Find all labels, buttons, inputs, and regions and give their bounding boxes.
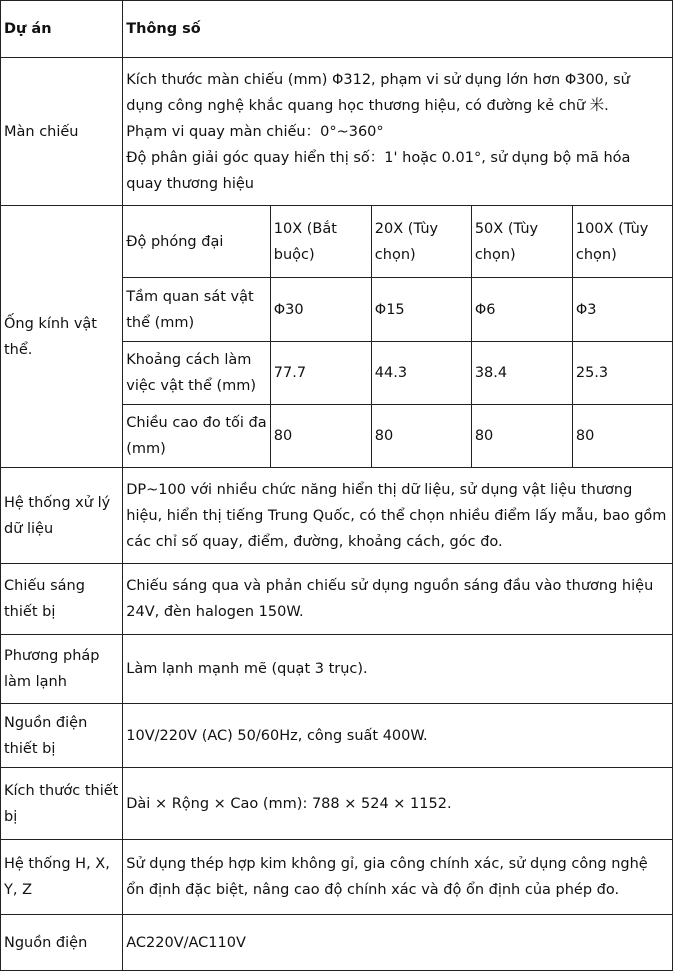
lens-param-name: Chiều cao đo tối đa (mm) (123, 405, 271, 468)
header-spec: Thông số (123, 1, 673, 58)
screen-line-rotation: Phạm vi quay màn chiếu：0°~360° (126, 123, 384, 140)
row-data-processing (1, 468, 673, 564)
lens-value: 44.3 (371, 342, 471, 405)
row-value: Sử dụng thép hợp kim không gỉ, gia công chính xác, sử dụng công nghệ ổn định đặc biệt, nâng cao độ chính xác và độ ổn định của phép đo. (123, 840, 673, 915)
row-label: Nguồn điện thiết bị (1, 704, 123, 768)
lens-value: 38.4 (471, 342, 572, 405)
lens-value: 50X (Tùy chọn) (471, 206, 572, 278)
lens-value: 80 (371, 405, 471, 468)
row-value: AC220V/AC110V (123, 915, 673, 971)
lens-value: 80 (471, 405, 572, 468)
row-label: Phương pháp làm lạnh (1, 635, 123, 704)
row-value: Dài × Rộng × Cao (mm): 788 × 524 × 1152. (123, 768, 673, 840)
row-value: Chiếu sáng qua và phản chiếu sử dụng nguồn sáng đầu vào thương hiệu 24V, đèn halogen 150W. (123, 564, 673, 635)
row-label: Hệ thống H, X, Y, Z (1, 840, 123, 915)
row-hxyz-system (1, 840, 673, 915)
lens-row-magnification (1, 206, 673, 278)
lens-value: 80 (572, 405, 672, 468)
row-lighting (1, 564, 673, 635)
lens-value: 25.3 (572, 342, 672, 405)
lens-param-name: Khoảng cách làm việc vật thể (mm) (123, 342, 271, 405)
row-dimensions (1, 768, 673, 840)
row-screen (1, 58, 673, 206)
lens-value: Φ30 (270, 278, 371, 342)
lens-param-name: Tầm quan sát vật thể (mm) (123, 278, 271, 342)
row-cooling (1, 635, 673, 704)
row-label: Kích thước thiết bị (1, 768, 123, 840)
lens-value: Φ15 (371, 278, 471, 342)
row-label: Chiếu sáng thiết bị (1, 564, 123, 635)
lens-value: Φ3 (572, 278, 672, 342)
row-power-source (1, 915, 673, 971)
row-value: Làm lạnh mạnh mẽ (quạt 3 trục). (123, 635, 673, 704)
screen-value (123, 58, 673, 206)
screen-label: Màn chiếu (1, 58, 123, 206)
screen-line-resolution: Độ phân giải góc quay hiển thị số：1' hoặc 0.01°, sử dụng bộ mã hóa quay thương hiệu (126, 149, 631, 192)
lens-value: 100X (Tùy chọn) (572, 206, 672, 278)
row-value: 10V/220V (AC) 50/60Hz, công suất 400W. (123, 704, 673, 768)
lens-label: Ống kính vật thể. (1, 206, 123, 468)
row-value: DP~100 với nhiều chức năng hiển thị dữ liệu, sử dụng vật liệu thương hiệu, hiển thị tiếng Trung Quốc, có thể chọn nhiều điểm lấy mẫu, bao gồm các chỉ số quay, điểm, đường, khoảng cách, góc đo. (123, 468, 673, 564)
row-label: Hệ thống xử lý dữ liệu (1, 468, 123, 564)
screen-line-size: Kích thước màn chiếu (mm) Φ312, phạm vi sử dụng lớn hơn Φ300, sử dụng công nghệ khắc quang học thương hiệu, có đường kẻ chữ 米. (126, 71, 630, 114)
header-project: Dự án (1, 1, 123, 58)
lens-value: 20X (Tùy chọn) (371, 206, 471, 278)
lens-value: 10X (Bắt buộc) (270, 206, 371, 278)
row-label: Nguồn điện (1, 915, 123, 971)
lens-value: 77.7 (270, 342, 371, 405)
lens-param-name: Độ phóng đại (123, 206, 271, 278)
lens-value: 80 (270, 405, 371, 468)
row-device-power (1, 704, 673, 768)
lens-value: Φ6 (471, 278, 572, 342)
header-row (1, 1, 673, 58)
